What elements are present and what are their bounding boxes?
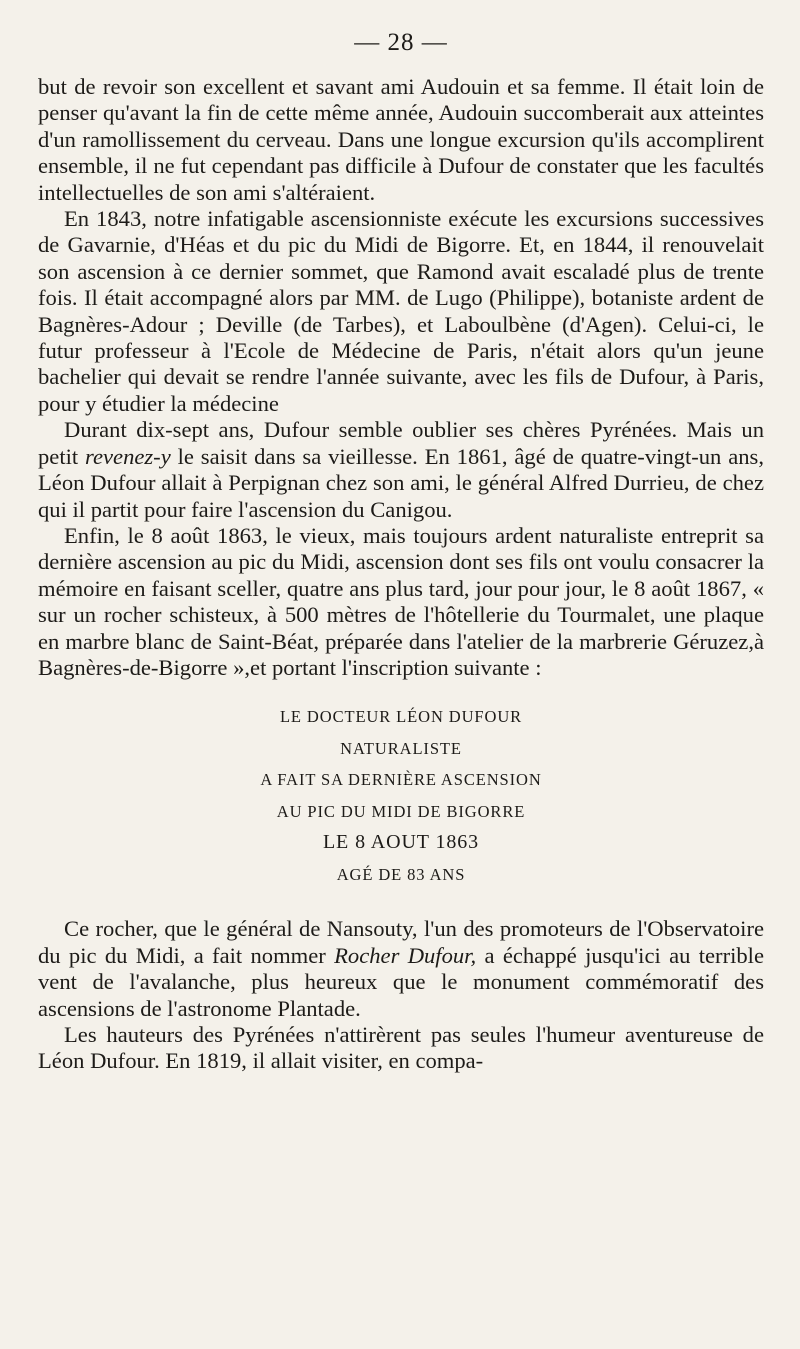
- paragraph-1: but de revoir son excellent et savant ami Audouin et sa femme. Il était loin de penser qu'avant la fin de cette même année, Audouin succomberait aux atteintes d'un ramollissement du cerveau. Dans une longue excursion qu'ils accomplirent ensemble, il ne fut cependant pas difficile à Dufour de constater que les facultés intellectuelles de son ami s'altéraient.: [38, 74, 764, 205]
- inscription-line-2: NATURALISTE: [340, 738, 462, 758]
- italic-phrase-revenez-y: revenez-y: [85, 443, 171, 469]
- body-text: [38, 74, 764, 1075]
- paragraph-3: [38, 417, 764, 523]
- inscription-line-6: AGÉ DE 83 ANS: [336, 864, 466, 884]
- inscription-line-4: AU PIC DU MIDI DE BIGORRE: [276, 801, 526, 821]
- paragraph-5-text-end: a échappé jusqu'ici au terrible vent de l'avalanche, plus heureux que le monument commémoratif des ascensions de l'astronome Plantade.: [38, 942, 764, 1021]
- paragraph-5-text-start: Ce rocher, que le général de Nansouty, l'un des promoteurs de l'Observatoire du pic du Midi, a fait nommer: [38, 916, 764, 968]
- paragraph-6: Les hauteurs des Pyrénées n'attirèrent pas seules l'humeur aventureuse de Léon Dufour. En 1819, il allait visiter, en compa-: [38, 1021, 764, 1074]
- italic-phrase-rocher-dufour: Rocher Dufour,: [334, 942, 477, 968]
- paragraph-4: Enfin, le 8 août 1863, le vieux, mais toujours ardent naturaliste entreprit sa dernière ascension au pic du Midi, ascension dont ses fils ont voulu consacrer la mémoire en faisant sceller, quatre ans plus tard, jour pour jour, le 8 août 1867, « sur un rocher schisteux, à 500 mètres de l'hôtellerie du Tourmalet, une plaque en marbre blanc de Saint-Béat, préparée dans l'atelier de la marbrerie Géruzez,à Bagnères-de-Bigorre »,et portant l'inscription suivante :: [38, 522, 764, 680]
- inscription-line-5: LE 8 AOUT 1863: [322, 831, 480, 854]
- inscription-block: [38, 701, 764, 890]
- paragraph-3-text-start: Durant dix-sept ans, Dufour semble oublier ses chères Pyrénées. Mais un petit: [38, 417, 764, 469]
- inscription-line-3: A FAIT SA DERNIÈRE ASCENSION: [260, 770, 542, 790]
- paragraph-3-text-end: le saisit dans sa vieillesse. En 1861, âgé de quatre-vingt-un ans, Léon Dufour allait à Perpignan chez son ami, le général Alfred Durrieu, de chez qui il partit pour faire l'ascension du Canigou.: [38, 443, 764, 522]
- inscription-line-1: LE DOCTEUR LÉON DUFOUR: [279, 707, 523, 727]
- paragraph-2: En 1843, notre infatigable ascensionniste exécute les excursions successives de Gavarnie, d'Héas et du pic du Midi de Bigorre. Et, en 1844, il renouvelait son ascension à ce dernier sommet, que Ramond avait escaladé plus de trente fois. Il était accompagné alors par MM. de Lugo (Philippe), botaniste ardent de Bagnères-Adour ; Deville (de Tarbes), et Laboulbène (d'Agen). Celui-ci, le futur professeur à l'Ecole de Médecine de Paris, n'était alors qu'un jeune bachelier qui devait se rendre l'année suivante, avec les fils de Dufour, à Paris, pour y étudier la médecine: [38, 206, 764, 416]
- page-number: — 28 —: [354, 29, 448, 56]
- paragraph-5: [38, 916, 764, 1022]
